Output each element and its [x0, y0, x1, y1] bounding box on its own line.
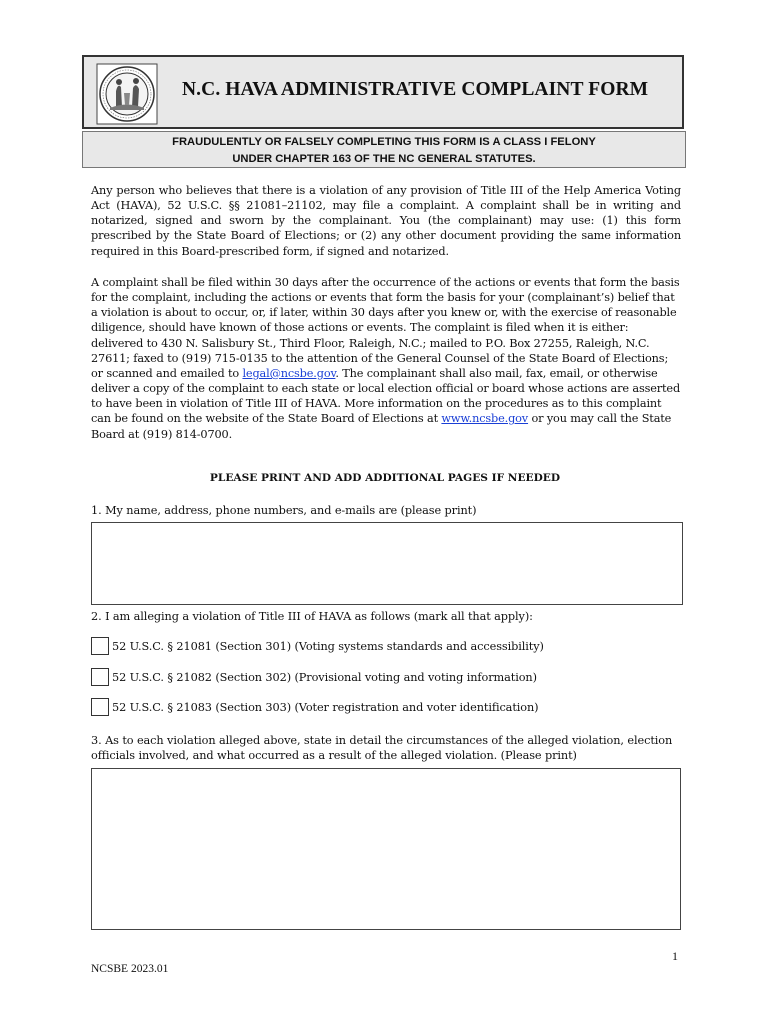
felony-warning	[82, 131, 686, 168]
state-seal-icon	[96, 63, 158, 125]
warning-line-1: FRAUDULENTLY OR FALSELY COMPLETING THIS FORM IS A CLASS I FELONY	[172, 136, 596, 148]
website-link[interactable]: www.ncsbe.gov	[441, 412, 529, 426]
section-301-label: 52 U.S.C. § 21081 (Section 301) (Voting systems standards and accessibility)	[112, 639, 544, 653]
section-303-label: 52 U.S.C. § 21083 (Section 303) (Voter registration and voter identification)	[112, 700, 539, 714]
violation-details-field[interactable]	[91, 768, 681, 930]
form-header	[82, 55, 684, 129]
email-link[interactable]: legal@ncsbe.gov	[242, 366, 336, 380]
form-title: N.C. HAVA ADMINISTRATIVE COMPLAINT FORM	[182, 79, 649, 100]
print-instructions: PLEASE PRINT AND ADD ADDITIONAL PAGES IF NEEDED	[209, 472, 561, 484]
section-303-checkbox[interactable]	[91, 698, 109, 716]
violation-option-section-302[interactable]	[91, 667, 537, 687]
paragraph-2-text-c: or you may call the State Board at (919) 814-0700.	[91, 412, 672, 441]
paragraph-2-text-b: . The complainant shall also mail, fax, email, or otherwise deliver a copy of the complaint to each state or local election official or board whose actions are asserted to have been in violation of Title III of HAVA. More information on the procedures as to this complaint can be found on the website of the State Board of Elections at	[91, 366, 681, 426]
section-302-label: 52 U.S.C. § 21082 (Section 302) (Provisional voting and voting information)	[112, 670, 537, 684]
warning-line-2: UNDER CHAPTER 163 OF THE NC GENERAL STATUTES.	[232, 153, 536, 165]
violation-option-section-301[interactable]	[91, 636, 544, 656]
contact-info-field[interactable]	[91, 522, 683, 605]
question-1-label: 1. My name, address, phone numbers, and e-mails are (please print)	[91, 504, 477, 517]
question-2-label: 2. I am alleging a violation of Title III of HAVA as follows (mark all that apply):	[91, 610, 533, 623]
page-number: 1	[672, 949, 678, 963]
section-302-checkbox[interactable]	[91, 668, 109, 686]
section-301-checkbox[interactable]	[91, 637, 109, 655]
form-code: NCSBE 2023.01	[91, 963, 169, 975]
paragraph-2-text-a: A complaint shall be filed within 30 days after the occurrence of the actions or events that form the basis for the complaint, including the actions or events that form the basis for your (complainant’s) belief that a violation is about to occur, or, if later, within 30 days after you knew or, with the exercise of reasonable diligence, should have known of those actions or events. The complaint is filed when it is either: delivered to 430 N. Salisbury St., Third Floor, Raleigh, N.C.; mailed to P.O. Box 27255, Raleigh, N.C. 27611; faxed to (919) 715-0135 to the attention of the General Counsel of the State Board of Elections; or scanned and emailed to	[91, 276, 680, 380]
intro-paragraph-1: Any person who believes that there is a violation of any provision of Title III of the Help America Voting Act (HAVA), 52 U.S.C. §§ 21081–21102, may file a complaint. A complaint shall be in writing and notarized, signed and sworn by the complainant. You (the complainant) may use: (1) this form prescribed by the State Board of Elections; or (2) any other document providing the same information required in this Board-prescribed form, if signed and notarized.	[91, 184, 681, 258]
intro-paragraph-2	[91, 275, 681, 442]
question-3-label: 3. As to each violation alleged above, state in detail the circumstances of the alleged violation, election officials involved, and what occurred as a result of the alleged violation. (Please print)	[91, 734, 673, 763]
violation-option-section-303[interactable]	[91, 697, 538, 717]
